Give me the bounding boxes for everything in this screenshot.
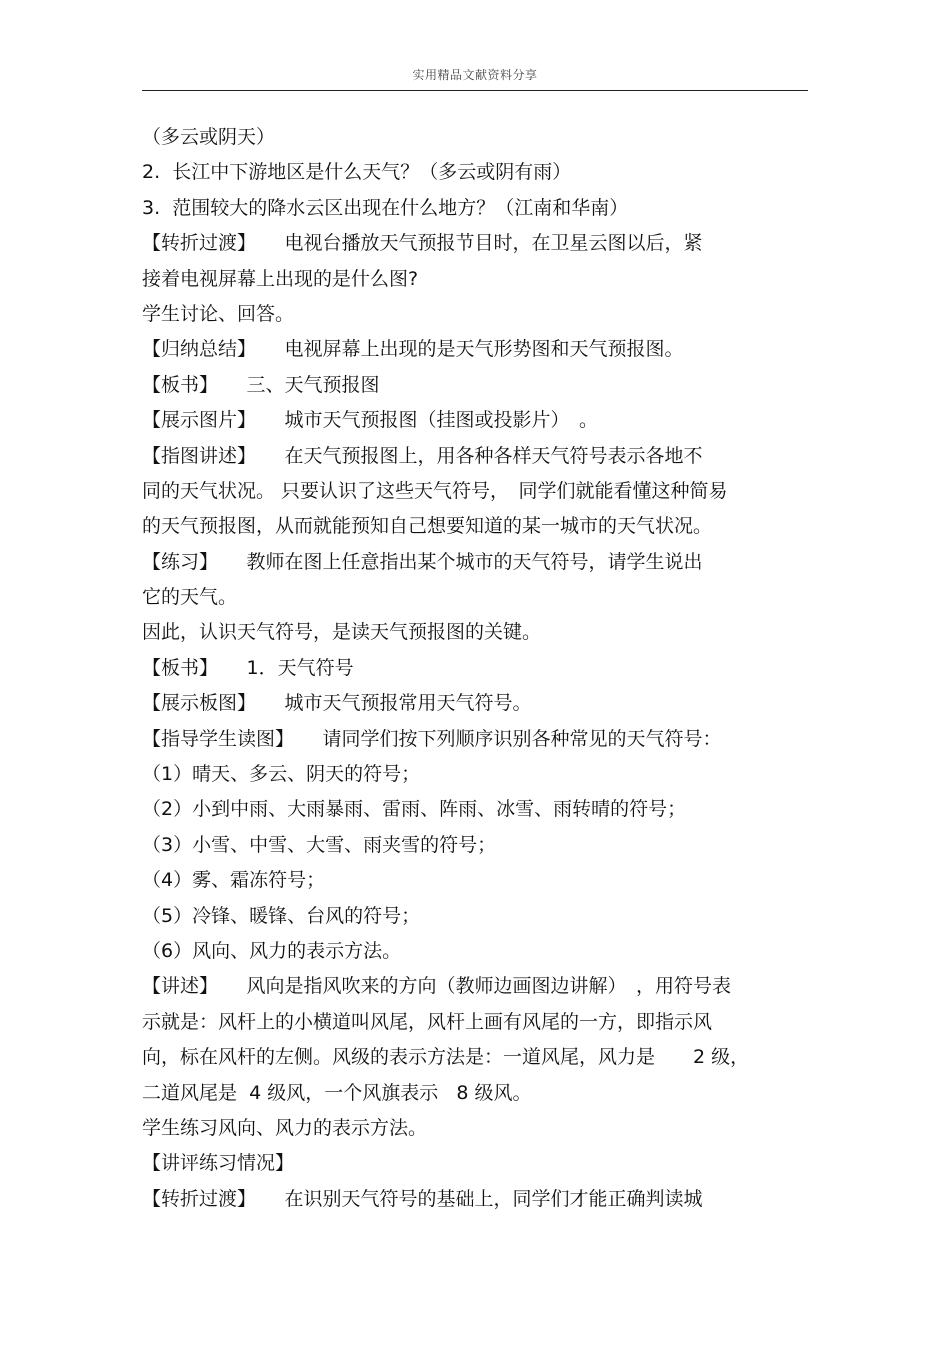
text-line: （6）风向、风力的表示方法。 xyxy=(142,939,402,962)
text-line: （3）小雪、中雪、大雪、雨夹雪的符号； xyxy=(142,833,497,856)
text-line: 因此，认识天气符号，是读天气预报图的关键。 xyxy=(142,621,542,644)
text-line: 【展示图片】 城市天气预报图（挂图或投影片） 。 xyxy=(142,409,599,432)
header-divider xyxy=(142,90,808,91)
text-line: 【指图讲述】 在天气预报图上，用各种各样天气符号表示各地不 xyxy=(142,444,703,467)
text-line: 同的天气状况。 只要认识了这些天气符号， 同学们就能看懂这种简易 xyxy=(142,479,728,502)
text-line: （4）雾、霜冻符号； xyxy=(142,869,326,892)
text-line: （多云或阴天） xyxy=(142,126,276,148)
document-body xyxy=(142,120,812,1217)
text-line: （1）晴天、多云、阴天的符号； xyxy=(142,763,421,786)
text-line: 【板书】 三、天气预报图 xyxy=(142,373,380,396)
text-line: 【练习】 教师在图上任意指出某个城市的天气符号，请学生说出 xyxy=(142,550,703,573)
text-line: 3. 范围较大的降水云区出现在什么地方？（江南和华南） xyxy=(142,196,629,219)
text-line: 【归纳总结】 电视屏幕上出现的是天气形势图和天气预报图。 xyxy=(142,338,684,361)
text-line: 【转折过渡】 在识别天气符号的基础上，同学们才能正确判读城 xyxy=(142,1187,703,1210)
text-line: 【讲评练习情况】 xyxy=(142,1152,295,1175)
text-line: 【指导学生读图】 请同学们按下列顺序识别各种常见的天气符号： xyxy=(142,727,722,750)
text-line: 它的天气。 xyxy=(142,586,238,609)
text-line: 【板书】 1．天气符号 xyxy=(142,656,354,679)
text-line: 二道风尾是 4 级风，一个风旗表示 8 级风。 xyxy=(142,1081,532,1104)
text-line: 接着电视屏幕上出现的是什么图? xyxy=(142,267,419,290)
text-line: 2. 长江中下游地区是什么天气？（多云或阴有雨） xyxy=(142,161,572,184)
text-line: 向，标在风杆的左侧。风级的表示方法是：一道风尾，风力是 2 级， xyxy=(142,1046,750,1069)
text-line: 学生练习风向、风力的表示方法。 xyxy=(142,1116,428,1139)
text-line: （5）冷锋、暖锋、台风的符号； xyxy=(142,904,421,927)
text-line: 示就是：风杆上的小横道叫风尾，风杆上画有风尾的一方，即指示风 xyxy=(142,1010,713,1033)
text-line: 学生讨论、回答。 xyxy=(142,302,295,325)
text-line: 【展示板图】 城市天气预报常用天气符号。 xyxy=(142,692,532,715)
text-line: 的天气预报图，从而就能预知自己想要知道的某一城市的天气状况。 xyxy=(142,515,713,538)
text-line: （2）小到中雨、大雨暴雨、雷雨、阵雨、冰雪、雨转晴的符号； xyxy=(142,798,687,821)
text-line: 【讲述】 风向是指风吹来的方向（教师边画图边讲解） ，用符号表 xyxy=(142,975,732,998)
page-header: 实用精品文献资料分享 xyxy=(412,68,538,82)
text-line: 【转折过渡】 电视台播放天气预报节目时，在卫星云图以后，紧 xyxy=(142,232,703,255)
